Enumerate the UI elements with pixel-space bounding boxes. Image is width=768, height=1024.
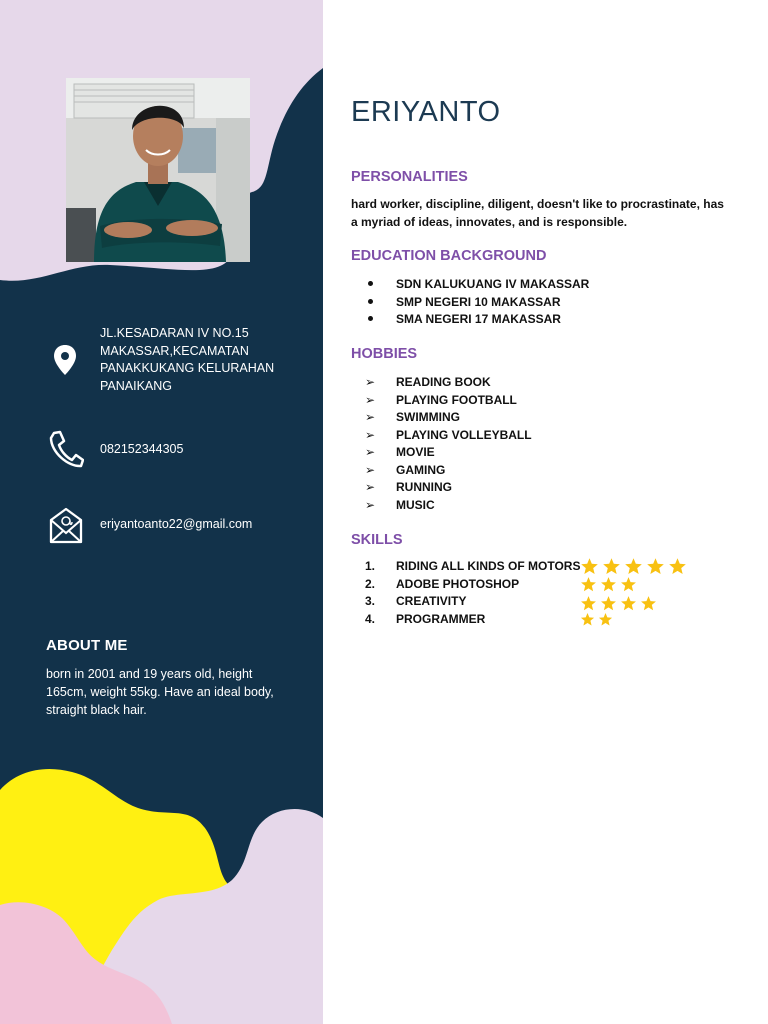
arrow-bullet-icon: ➢ [364,410,376,424]
arrow-bullet-icon: ➢ [364,497,376,512]
star-icon [620,576,637,593]
skill-name: PROGRAMMER [396,611,486,626]
star-icon [600,576,617,593]
skill-number: 3. [364,594,375,608]
personalities-text: hard worker, discipline, diligent, doesn't like to procrastinate, has a myriad of ideas, innovates, and is responsible. [351,197,724,229]
arrow-bullet-icon: ➢ [364,480,376,494]
hobbies-heading: HOBBIES [351,346,418,362]
bullet-icon [351,294,389,312]
skill-rating [580,576,637,593]
star-icon [580,612,595,627]
star-icon [602,557,621,576]
personalities-heading: PERSONALITIES [351,169,468,185]
education-heading: EDUCATION BACKGROUND [351,248,547,264]
skill-name: CREATIVITY [396,594,467,608]
skill-number: 4. [364,611,375,626]
sidebar [0,0,323,1024]
star-icon [598,612,613,627]
skill-rating [580,612,613,627]
skill-name: RIDING ALL KINDS OF MOTORS [396,559,581,573]
email-text[interactable]: eriyantoanto22@gmail.com [100,517,253,531]
about-me-heading: ABOUT ME [46,637,128,654]
about-me-text: born in 2001 and 19 years old, height 165cm, weight 55kg. Have an ideal body, straight black hair. [46,667,274,717]
arrow-bullet-icon: ➢ [364,445,376,459]
star-icon [640,595,657,612]
page-title: ERIYANTO [351,96,501,128]
skill-name: ADOBE PHOTOSHOP [396,576,520,591]
phone-text[interactable]: 082152344305 [100,442,184,456]
bullet-icon [351,311,389,329]
resume-page: JL.KESADARAN IV NO.15 MAKASSAR,KECAMATAN PANAKKUKANG KELURAHAN PANAIKANG 082152344305 eriyantoanto22@gmail.com ABOUT ME born in 2001 and 19 years old, height 165cm, weight 55kg. Have an ideal body, straight black hair. ERIYANTO PERSONALITIES hard worker, discipline, diligent, doesn't like to procrastinate, has a myriad of ideas, innovates, and is responsible. EDUCATION BACKGROUND SDN KALUKUANG IV MAKASSAR SMP NEGERI 10 MAKASSAR SMA NEGERI 17 MAKASSAR HOBBIES ➢ READING BOOK ➢ PLAYING FOOTBALL ➢ SWIMMING ➢ PLAYING VOLLEYBALL ➢ MOVIE ➢ GAMING ➢ RUNNING ➢ MUSIC SKILLS 1. RIDING ALL KINDS OF MOTORS 2. ADOBE PHOTOSHOP 3. CREATIVITY 4. PROGRAMMER [0,0,768,1024]
skill-rating [580,595,657,612]
arrow-bullet-icon: ➢ [364,462,376,477]
star-icon [580,595,597,612]
skill-rating [580,557,687,576]
star-icon [620,595,637,612]
star-icon [624,557,643,576]
star-icon [580,557,599,576]
skill-number: 1. [364,559,375,573]
skill-number: 2. [364,576,375,591]
star-icon [668,557,687,576]
profile-photo [66,78,250,262]
location-pin-icon [52,343,78,377]
star-icon [580,576,597,593]
email-icon [48,506,84,544]
star-icon [600,595,617,612]
star-icon [646,557,665,576]
bullet-icon [351,276,389,294]
arrow-bullet-icon: ➢ [364,427,376,442]
arrow-bullet-icon: ➢ [364,392,376,407]
arrow-bullet-icon: ➢ [364,375,376,389]
phone-icon [48,430,84,468]
skills-heading: SKILLS [351,532,403,548]
address-text: JL.KESADARAN IV NO.15 MAKASSAR,KECAMATAN PANAKKUKANG KELURAHAN PANAIKANG [100,326,275,393]
